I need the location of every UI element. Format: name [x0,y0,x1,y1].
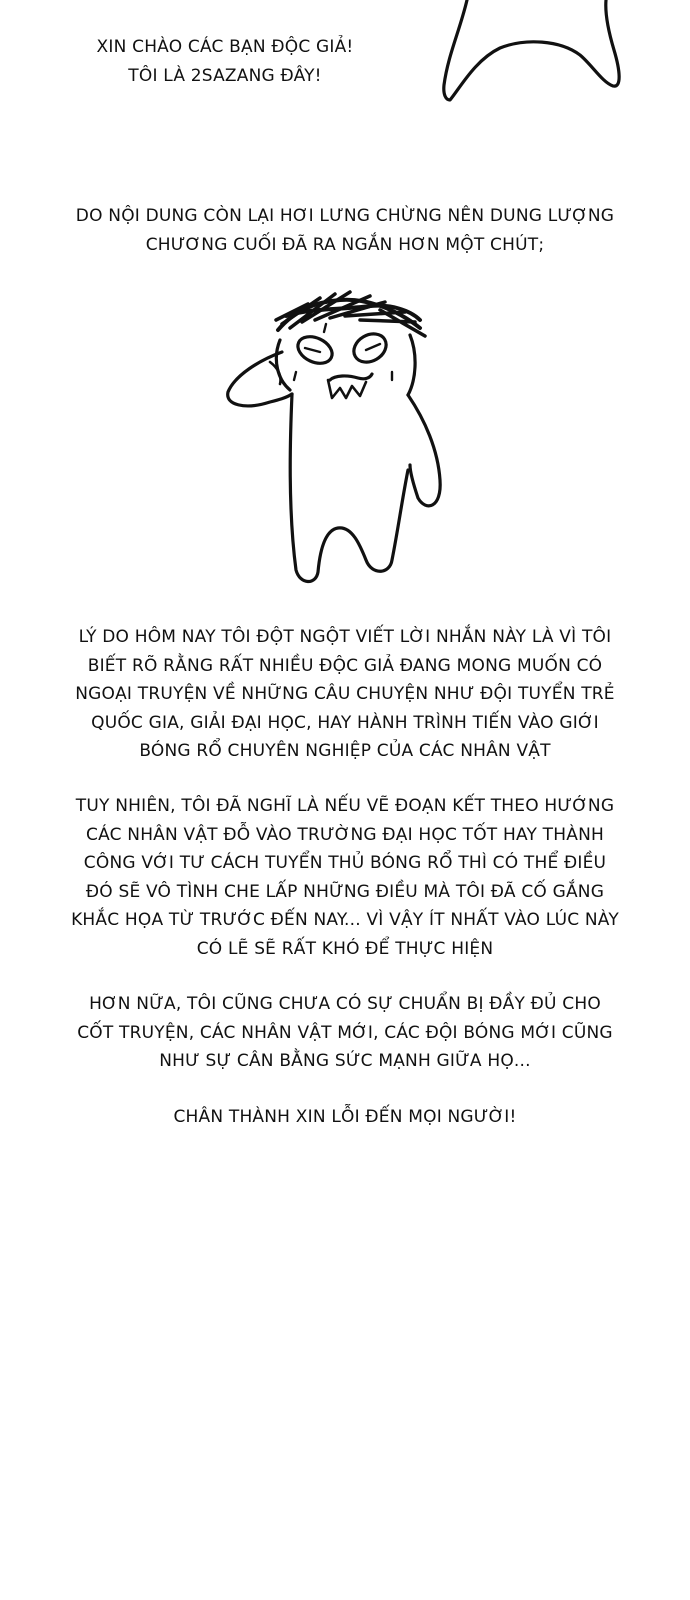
paragraph-1-line: LÝ DO HÔM NAY TÔI ĐỘT NGỘT VIẾT LỜI NHẮN NÀY LÀ VÌ TÔI [78,627,612,647]
paragraph-2-line: KHẮC HỌA TỪ TRƯỚC ĐẾN NAY... VÌ VẬY ÍT NHẤT VÀO LÚC NÀY [71,910,619,930]
paragraph-2-line: TUY NHIÊN, TÔI ĐÃ NGHĨ LÀ NẾU VẼ ĐOẠN KẾT THEO HƯỚNG [75,796,615,816]
paragraph-3-line: CỐT TRUYỆN, CÁC NHÂN VẬT MỚI, CÁC ĐỘI BÓNG MỚI CŨNG [77,1022,613,1043]
paragraph-1-line: QUỐC GIA, GIẢI ĐẠI HỌC, HAY HÀNH TRÌNH TIẾN VÀO GIỚI [91,712,599,733]
paragraph-3-line: NHƯ SỰ CÂN BẰNG SỨC MẠNH GIỮA HỌ... [159,1051,531,1071]
paragraph-1-line: NGOẠI TRUYỆN VỀ NHỮNG CÂU CHUYỆN NHƯ ĐỘI TUYỂN TRẺ [75,684,615,704]
greeting-text [0,33,570,90]
paragraph-2-line: ĐÓ SẼ VÔ TÌNH CHE LẤP NHỮNG ĐIỀU MÀ TÔI ĐÃ CỐ GẮNG [85,881,605,902]
intro-line-1: DO NỘI DUNG CÒN LẠI HƠI LƯNG CHỪNG NÊN DUNG LƯỢNG [75,206,615,226]
greeting-line-2: TÔI LÀ 2SAZANG ĐÂY! [128,65,322,86]
paragraph-3 [0,990,690,1076]
paragraph-2 [0,792,690,963]
scratching-head-character-icon [220,280,460,590]
paragraph-1-line: BÓNG RỔ CHUYÊN NGHIỆP CỦA CÁC NHÂN VẬT [139,741,551,761]
paragraph-2-line: CÁC NHÂN VẬT ĐỖ VÀO TRƯỜNG ĐẠI HỌC TỐT HAY THÀNH [86,824,604,845]
intro-text [0,202,690,259]
closing-text [0,1103,690,1132]
paragraph-1-line: BIẾT RÕ RẰNG RẤT NHIỀU ĐỘC GIẢ ĐANG MONG MUỐN CÓ [87,655,603,676]
greeting-line-1: XIN CHÀO CÁC BẠN ĐỘC GIẢ! [96,37,354,57]
intro-line-2: CHƯƠNG CUỐI ĐÃ RA NGẮN HƠN MỘT CHÚT; [145,234,545,255]
paragraph-3-line: HƠN NỮA, TÔI CŨNG CHƯA CÓ SỰ CHUẨN BỊ ĐẦY ĐỦ CHO [89,994,601,1014]
paragraph-2-line: CÔNG VỚI TƯ CÁCH TUYỂN THỦ BÓNG RỔ THÌ CÓ THỂ ĐIỀU [83,853,607,873]
paragraph-2-line: CÓ LẼ SẼ RẤT KHÓ ĐỂ THỰC HIỆN [196,938,494,959]
closing-line: CHÂN THÀNH XIN LỖI ĐẾN MỌI NGƯỜI! [173,1107,517,1127]
paragraph-1 [0,623,690,766]
